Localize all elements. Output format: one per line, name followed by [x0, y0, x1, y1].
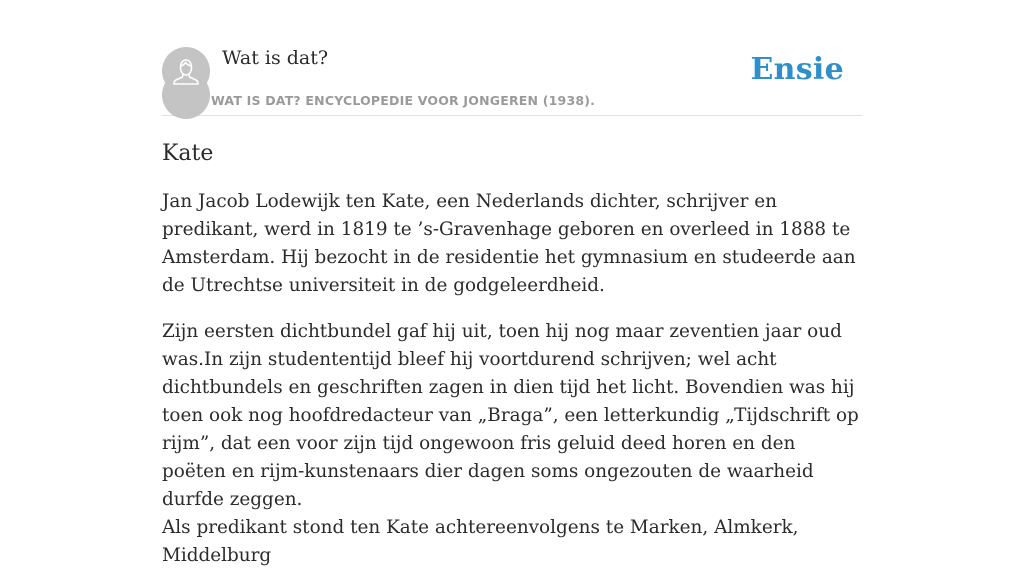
user-silhouette-icon — [162, 47, 210, 95]
article-paragraph: Jan Jacob Lodewijk ten Kate, een Nederlands dichter, schrijver en predikant, werd in 1819 te ’s-Gravenhage geboren en overleed in 1888 te Amsterdam. Hij bezocht in de residentie het gymnasium en studeerde aan de Utrechtse universiteit in de godgeleerdheid. — [162, 191, 856, 296]
article — [162, 138, 862, 588]
article-paragraph: Als predikant stond ten Kate achtereenvolgens te Marken, Almkerk, Middelburg — [162, 517, 799, 566]
source-title[interactable]: Wat is dat? — [222, 47, 329, 69]
article-title: Kate — [162, 141, 214, 166]
source-subtitle: WAT IS DAT? ENCYCLOPEDIE VOOR JONGEREN (1938). — [211, 93, 596, 108]
user-avatar-icon[interactable] — [162, 47, 210, 95]
source-header — [162, 46, 862, 116]
ensie-logo[interactable]: Ensie — [750, 52, 844, 87]
article-paragraph: Zijn eersten dichtbundel gaf hij uit, toen hij nog maar zeventien jaar oud was.In zijn studententijd bleef hij voortdurend schrijven; wel acht dichtbundels en geschriften zagen in dien tijd het licht. Bovendien was hij toen ook nog hoofdredacteur van „Braga”, een letterkundig „Tijdschrift op rijm”, dat een voor zijn tijd ongewoon fris geluid deed horen en den poëten en rijm-kunstenaars dier dagen soms ongezouten de waarheid durfde zeggen. — [162, 321, 859, 510]
